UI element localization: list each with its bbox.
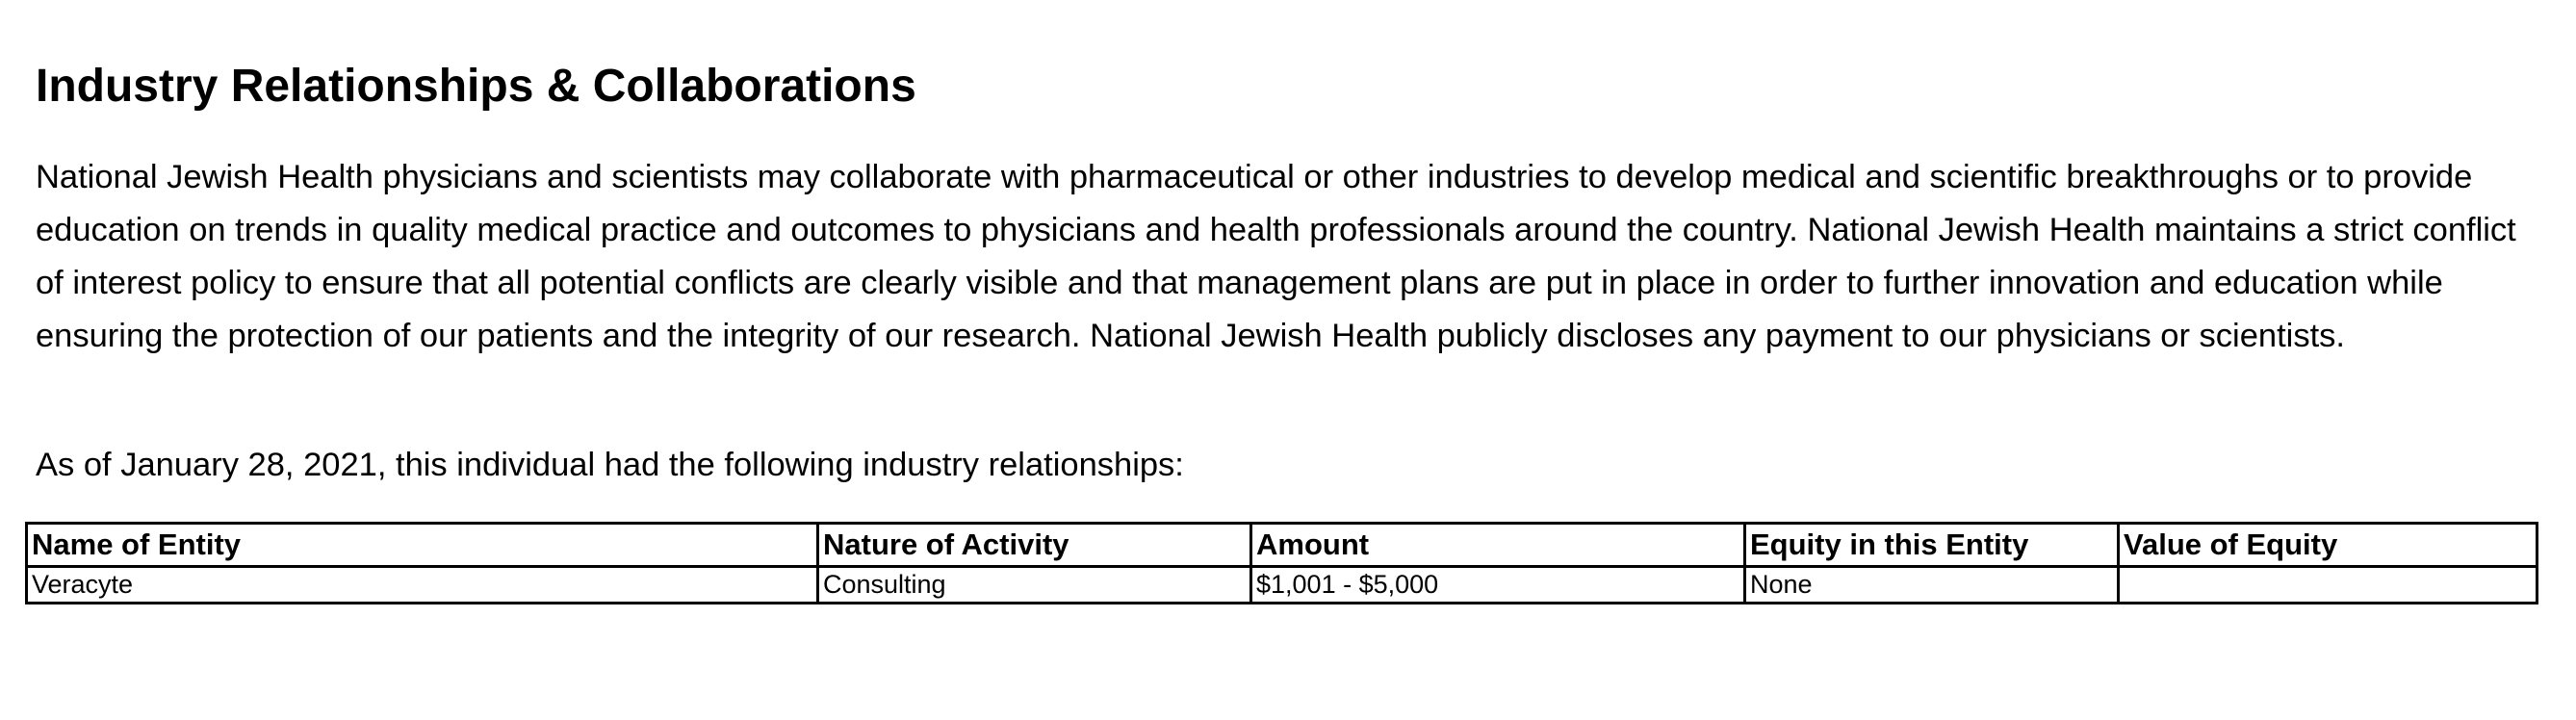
header-equity-in-entity: Equity in this Entity — [1745, 524, 2119, 567]
as-of-statement: As of January 28, 2021, this individual had the following industry relationships: — [36, 447, 1184, 483]
cell-value-of-equity — [2119, 567, 2537, 604]
header-amount: Amount — [1251, 524, 1745, 567]
table-row — [27, 567, 2537, 604]
cell-entity-name: Veracyte — [27, 567, 818, 604]
page-title: Industry Relationships & Collaborations — [36, 61, 916, 112]
cell-nature-of-activity: Consulting — [818, 567, 1251, 604]
header-nature-of-activity: Nature of Activity — [818, 524, 1251, 567]
header-value-of-equity: Value of Equity — [2119, 524, 2537, 567]
industry-relationships-table — [25, 522, 2538, 604]
intro-paragraph: National Jewish Health physicians and scientists may collaborate with pharmaceutical or other industries to develop medical and scientific breakthroughs or to provide education on trends in quality medical practice and outcomes to physicians and health professionals around the country. National Jewish Health maintains a strict conflict of interest policy to ensure that all potential conflicts are clearly visible and that management plans are put in place in order to further innovation and education while ensuring the protection of our patients and the integrity of our research. National Jewish Health publicly discloses any payment to our physicians or scientists. — [36, 159, 2516, 354]
table-header-row — [27, 524, 2537, 567]
cell-amount: $1,001 - $5,000 — [1251, 567, 1745, 604]
cell-equity: None — [1745, 567, 2119, 604]
header-name-of-entity: Name of Entity — [27, 524, 818, 567]
